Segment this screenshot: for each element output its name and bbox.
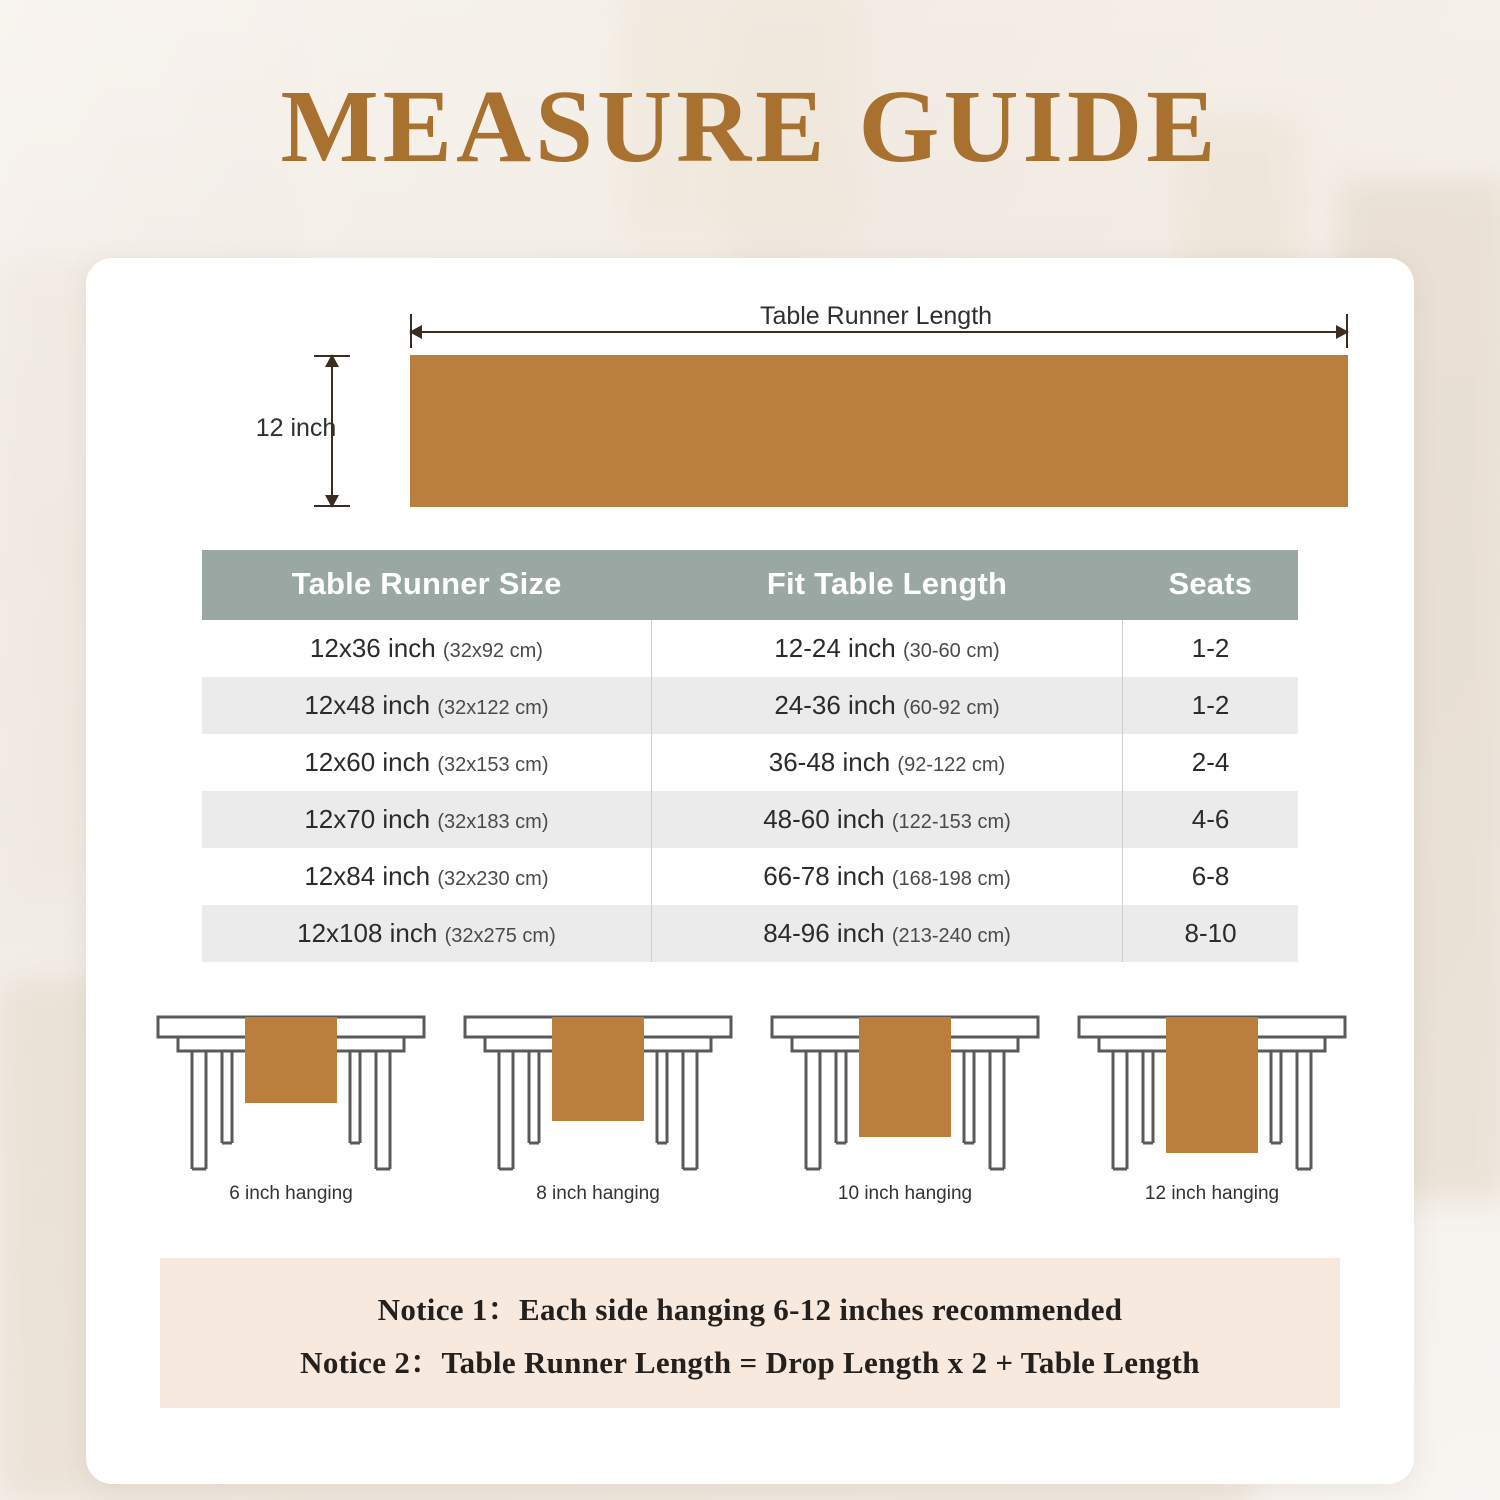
fit-value-cm: (60-92 cm) xyxy=(902,697,1000,719)
runner-swatch xyxy=(410,355,1348,507)
fit-value: 36-48 inch xyxy=(768,747,891,777)
hanging-caption: 6 inch hanging xyxy=(229,1183,353,1204)
hanging-caption: 12 inch hanging xyxy=(1144,1183,1280,1204)
cell-seats: 4-6 xyxy=(1123,791,1298,848)
runner-dimension-diagram xyxy=(186,280,1326,520)
size-value-cm: (32x122 cm) xyxy=(437,697,549,719)
size-value: 12x60 inch xyxy=(304,747,431,777)
cell-runner-size xyxy=(202,677,651,734)
fit-value: 84-96 inch xyxy=(763,918,885,948)
cell-runner-size xyxy=(202,791,651,848)
cell-runner-size xyxy=(202,848,651,905)
cell-fit-length xyxy=(651,905,1122,962)
fit-value-cm: (122-153 cm) xyxy=(891,811,1011,833)
size-value: 12x36 inch xyxy=(309,633,436,663)
table-row xyxy=(202,791,1298,848)
size-value-cm: (32x92 cm) xyxy=(442,640,543,662)
hanging-illustration-8 xyxy=(453,1003,743,1223)
table-row xyxy=(202,677,1298,734)
fit-value-cm: (213-240 cm) xyxy=(891,925,1011,947)
cell-seats: 6-8 xyxy=(1123,848,1298,905)
fit-value: 48-60 inch xyxy=(763,804,885,834)
fit-value-cm: (168-198 cm) xyxy=(891,868,1011,890)
table-icon xyxy=(1067,1003,1357,1183)
hanging-caption: 8 inch hanging xyxy=(536,1183,660,1204)
size-value-cm: (32x153 cm) xyxy=(437,754,549,776)
cell-runner-size xyxy=(202,734,651,791)
table-row xyxy=(202,848,1298,905)
column-header-size: Table Runner Size xyxy=(202,550,651,620)
size-value-cm: (32x183 cm) xyxy=(437,811,549,833)
runner-height-label: 12 inch xyxy=(255,414,337,442)
column-header-seats: Seats xyxy=(1123,550,1298,620)
content-card xyxy=(86,258,1414,1484)
cell-fit-length xyxy=(651,791,1122,848)
size-value-cm: (32x230 cm) xyxy=(437,868,549,890)
cell-fit-length xyxy=(651,734,1122,791)
notice-line-1: Notice 1：Each side hanging 6-12 inches recommended xyxy=(377,1292,1123,1327)
fit-value-cm: (92-122 cm) xyxy=(897,754,1006,776)
cell-seats: 2-4 xyxy=(1123,734,1298,791)
runner-length-label: Table Runner Length xyxy=(616,302,1136,331)
hanging-illustrations xyxy=(146,1003,1356,1223)
cell-fit-length xyxy=(651,620,1122,677)
notice-line-2: Notice 2：Table Runner Length = Drop Length x 2 + Table Length xyxy=(300,1345,1200,1380)
table-row xyxy=(202,734,1298,791)
hanging-illustration-12 xyxy=(1067,1003,1357,1223)
fit-value: 66-78 inch xyxy=(763,861,885,891)
size-value: 12x70 inch xyxy=(304,804,431,834)
fit-value: 24-36 inch xyxy=(774,690,896,720)
cell-fit-length xyxy=(651,848,1122,905)
page-title: MEASURE GUIDE xyxy=(280,69,1220,184)
length-arrow-icon xyxy=(410,331,1348,333)
size-table xyxy=(202,550,1298,962)
cell-fit-length xyxy=(651,677,1122,734)
table-icon xyxy=(760,1003,1050,1183)
cell-runner-size xyxy=(202,620,651,677)
hanging-illustration-10 xyxy=(760,1003,1050,1223)
notice-box xyxy=(160,1258,1340,1408)
size-value: 12x48 inch xyxy=(304,690,431,720)
table-row xyxy=(202,620,1298,677)
size-value: 12x84 inch xyxy=(304,861,431,891)
fit-value-cm: (30-60 cm) xyxy=(902,640,1000,662)
table-header-row xyxy=(202,550,1298,620)
column-header-fit: Fit Table Length xyxy=(651,550,1122,620)
cell-seats: 1-2 xyxy=(1123,677,1298,734)
size-value: 12x108 inch xyxy=(297,918,438,948)
table-icon xyxy=(146,1003,436,1183)
table-row xyxy=(202,905,1298,962)
table-icon xyxy=(453,1003,743,1183)
cell-seats: 1-2 xyxy=(1123,620,1298,677)
hanging-caption: 10 inch hanging xyxy=(837,1183,973,1204)
cell-seats: 8-10 xyxy=(1123,905,1298,962)
size-value-cm: (32x275 cm) xyxy=(444,925,556,947)
fit-value: 12-24 inch xyxy=(774,633,896,663)
cell-runner-size xyxy=(202,905,651,962)
hanging-illustration-6 xyxy=(146,1003,436,1223)
